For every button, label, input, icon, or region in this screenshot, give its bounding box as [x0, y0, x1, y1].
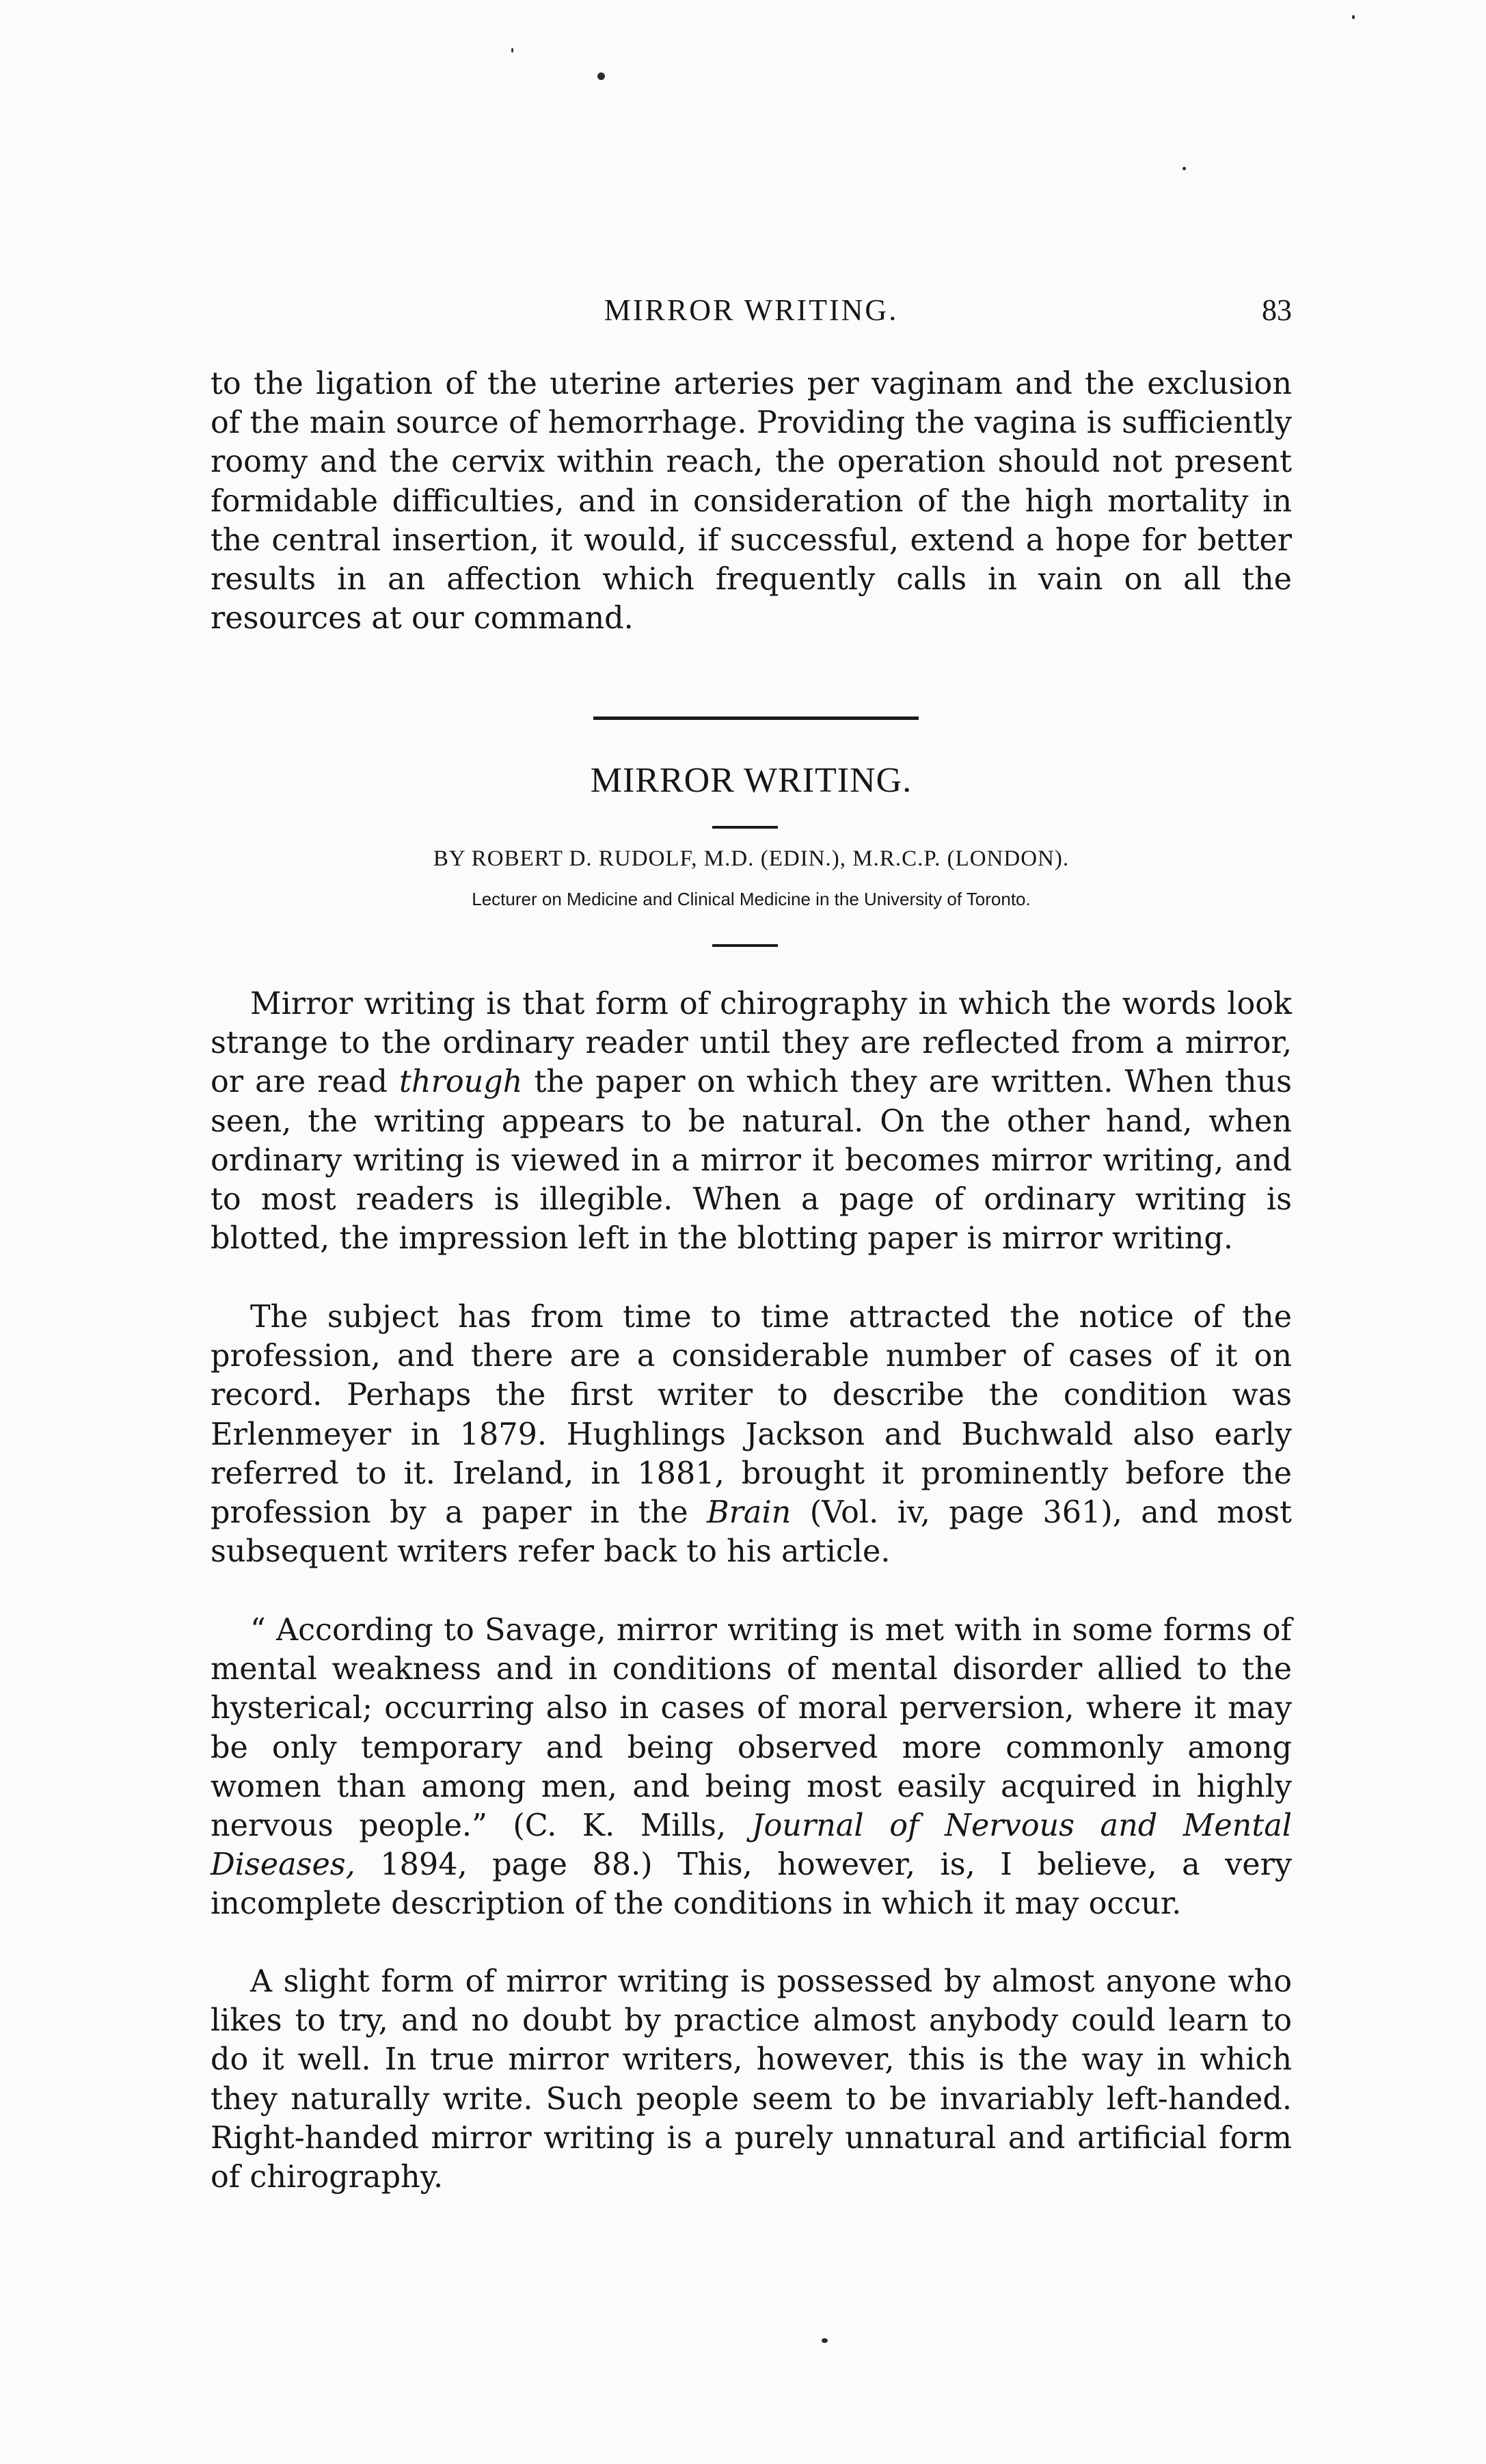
author-byline: BY ROBERT D. RUDOLF, M.D. (EDIN.), M.R.C.P. (LONDON).: [433, 846, 1070, 871]
scan-speck: [1183, 167, 1186, 170]
scan-speck: [822, 2338, 828, 2343]
article-paragraph: [211, 1962, 1292, 2197]
section-divider: [593, 717, 919, 720]
title-rule: [712, 826, 778, 829]
continuation-paragraph: to the ligation of the uterine arteries per vaginam and the exclusion of the main source of hemorrhage. Providing the vagina is sufficiently roomy and the cervix within reach, the operation should not present formidable difficulties, and in consideration of the high mortality in the central insertion, it would, if successful, extend a hope for better results in an affection which frequently calls in vain on all the resources at our command.: [211, 366, 1292, 637]
paragraph-text: The subject has from time to time attracted the notice of the profession, and there are a considerable number of cases of it on record. Perhaps the first writer to describe the condition was Erlenmeyer in 1879. Hughlings Jackson and Buchwald also early referred to it. Ireland, in 1881, brought it prominently before the profession by a paper in the: [211, 1300, 1292, 1531]
article-paragraph: [211, 985, 1292, 1258]
author-affiliation: Lecturer on Medicine and Clinical Medicine in the University of Toronto.: [472, 889, 1031, 909]
scan-speck: [597, 72, 605, 80]
scan-speck: [1352, 15, 1355, 19]
article-title: MIRROR WRITING.: [590, 761, 913, 800]
paragraph-text: the paper on which they are written. When thus seen, the writing appears to be natural. On the other hand, when ordinary writing is viewed in a mirror it becomes mirror writing, and to most readers is illegible. When a page of ordinary writing is blotted, the impression left in the blotting paper is mirror writing.: [211, 1064, 1292, 1257]
emphasis-text: through: [399, 1064, 523, 1100]
article-paragraph: [211, 1611, 1292, 1924]
paragraph-text: A slight form of mirror writing is possessed by almost anyone who likes to try, and no doubt by practice almost anybody could learn to do it well. In true mirror writers, however, this is the way in which they naturally write. Such people seem to be invariably left-handed. Right-handed mirror writing is a purely unnatural and artificial form of chirography.: [211, 1964, 1292, 2195]
paragraph-text: Mirror writing is that form of chirography in which the words look strange to the ordinary reader until they are reflected from a mirror, or are read: [211, 987, 1292, 1100]
running-head-title: MIRROR WRITING.: [604, 293, 899, 327]
paragraph-text: 1894, page 88.) This, however, is, I believe, a very incomplete description of the conditions in which it may occur.: [211, 1847, 1292, 1922]
paragraph-text: “ According to Savage, mirror writing is met with in some forms of mental weakness and in conditions of mental disorder allied to the hysterical; occurring also in cases of moral perversion, where it may be only temporary and being observed more commonly among women than among men, and being most easily acquired in highly nervous people.” (C. K. Mills,: [211, 1613, 1292, 1844]
paragraph-text: (Vol. iv, page 361), and most subsequent writers refer back to his article.: [211, 1495, 1293, 1570]
byline-rule: [712, 944, 778, 947]
running-head: [211, 293, 1292, 334]
emphasis-text: Brain: [706, 1495, 792, 1531]
page-number: 83: [1262, 293, 1292, 327]
scan-speck: [511, 48, 513, 53]
article-paragraph: [211, 1298, 1292, 1571]
emphasis-text: Journal of Nervous and Mental Diseases,: [211, 1808, 1292, 1883]
